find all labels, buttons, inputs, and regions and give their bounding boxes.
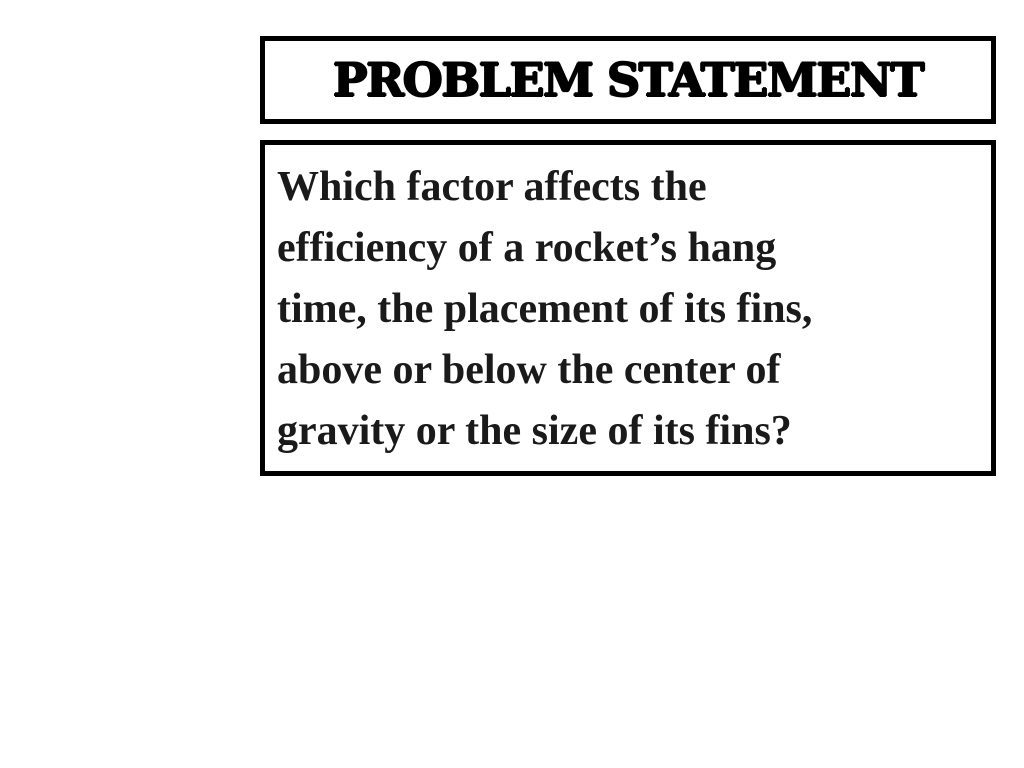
problem-line: gravity or the size of its fins? — [277, 408, 792, 454]
problem-line: above or below the center of — [277, 347, 781, 393]
title-box — [260, 36, 996, 124]
problem-statement-box — [260, 140, 996, 476]
slide-title: PROBLEM STATEMENT — [332, 53, 924, 107]
problem-line: efficiency of a rocket’s hang — [277, 225, 777, 271]
problem-line: Which factor affects the — [277, 164, 707, 210]
problem-statement-text — [277, 157, 977, 462]
problem-line: time, the placement of its fins, — [277, 286, 813, 332]
